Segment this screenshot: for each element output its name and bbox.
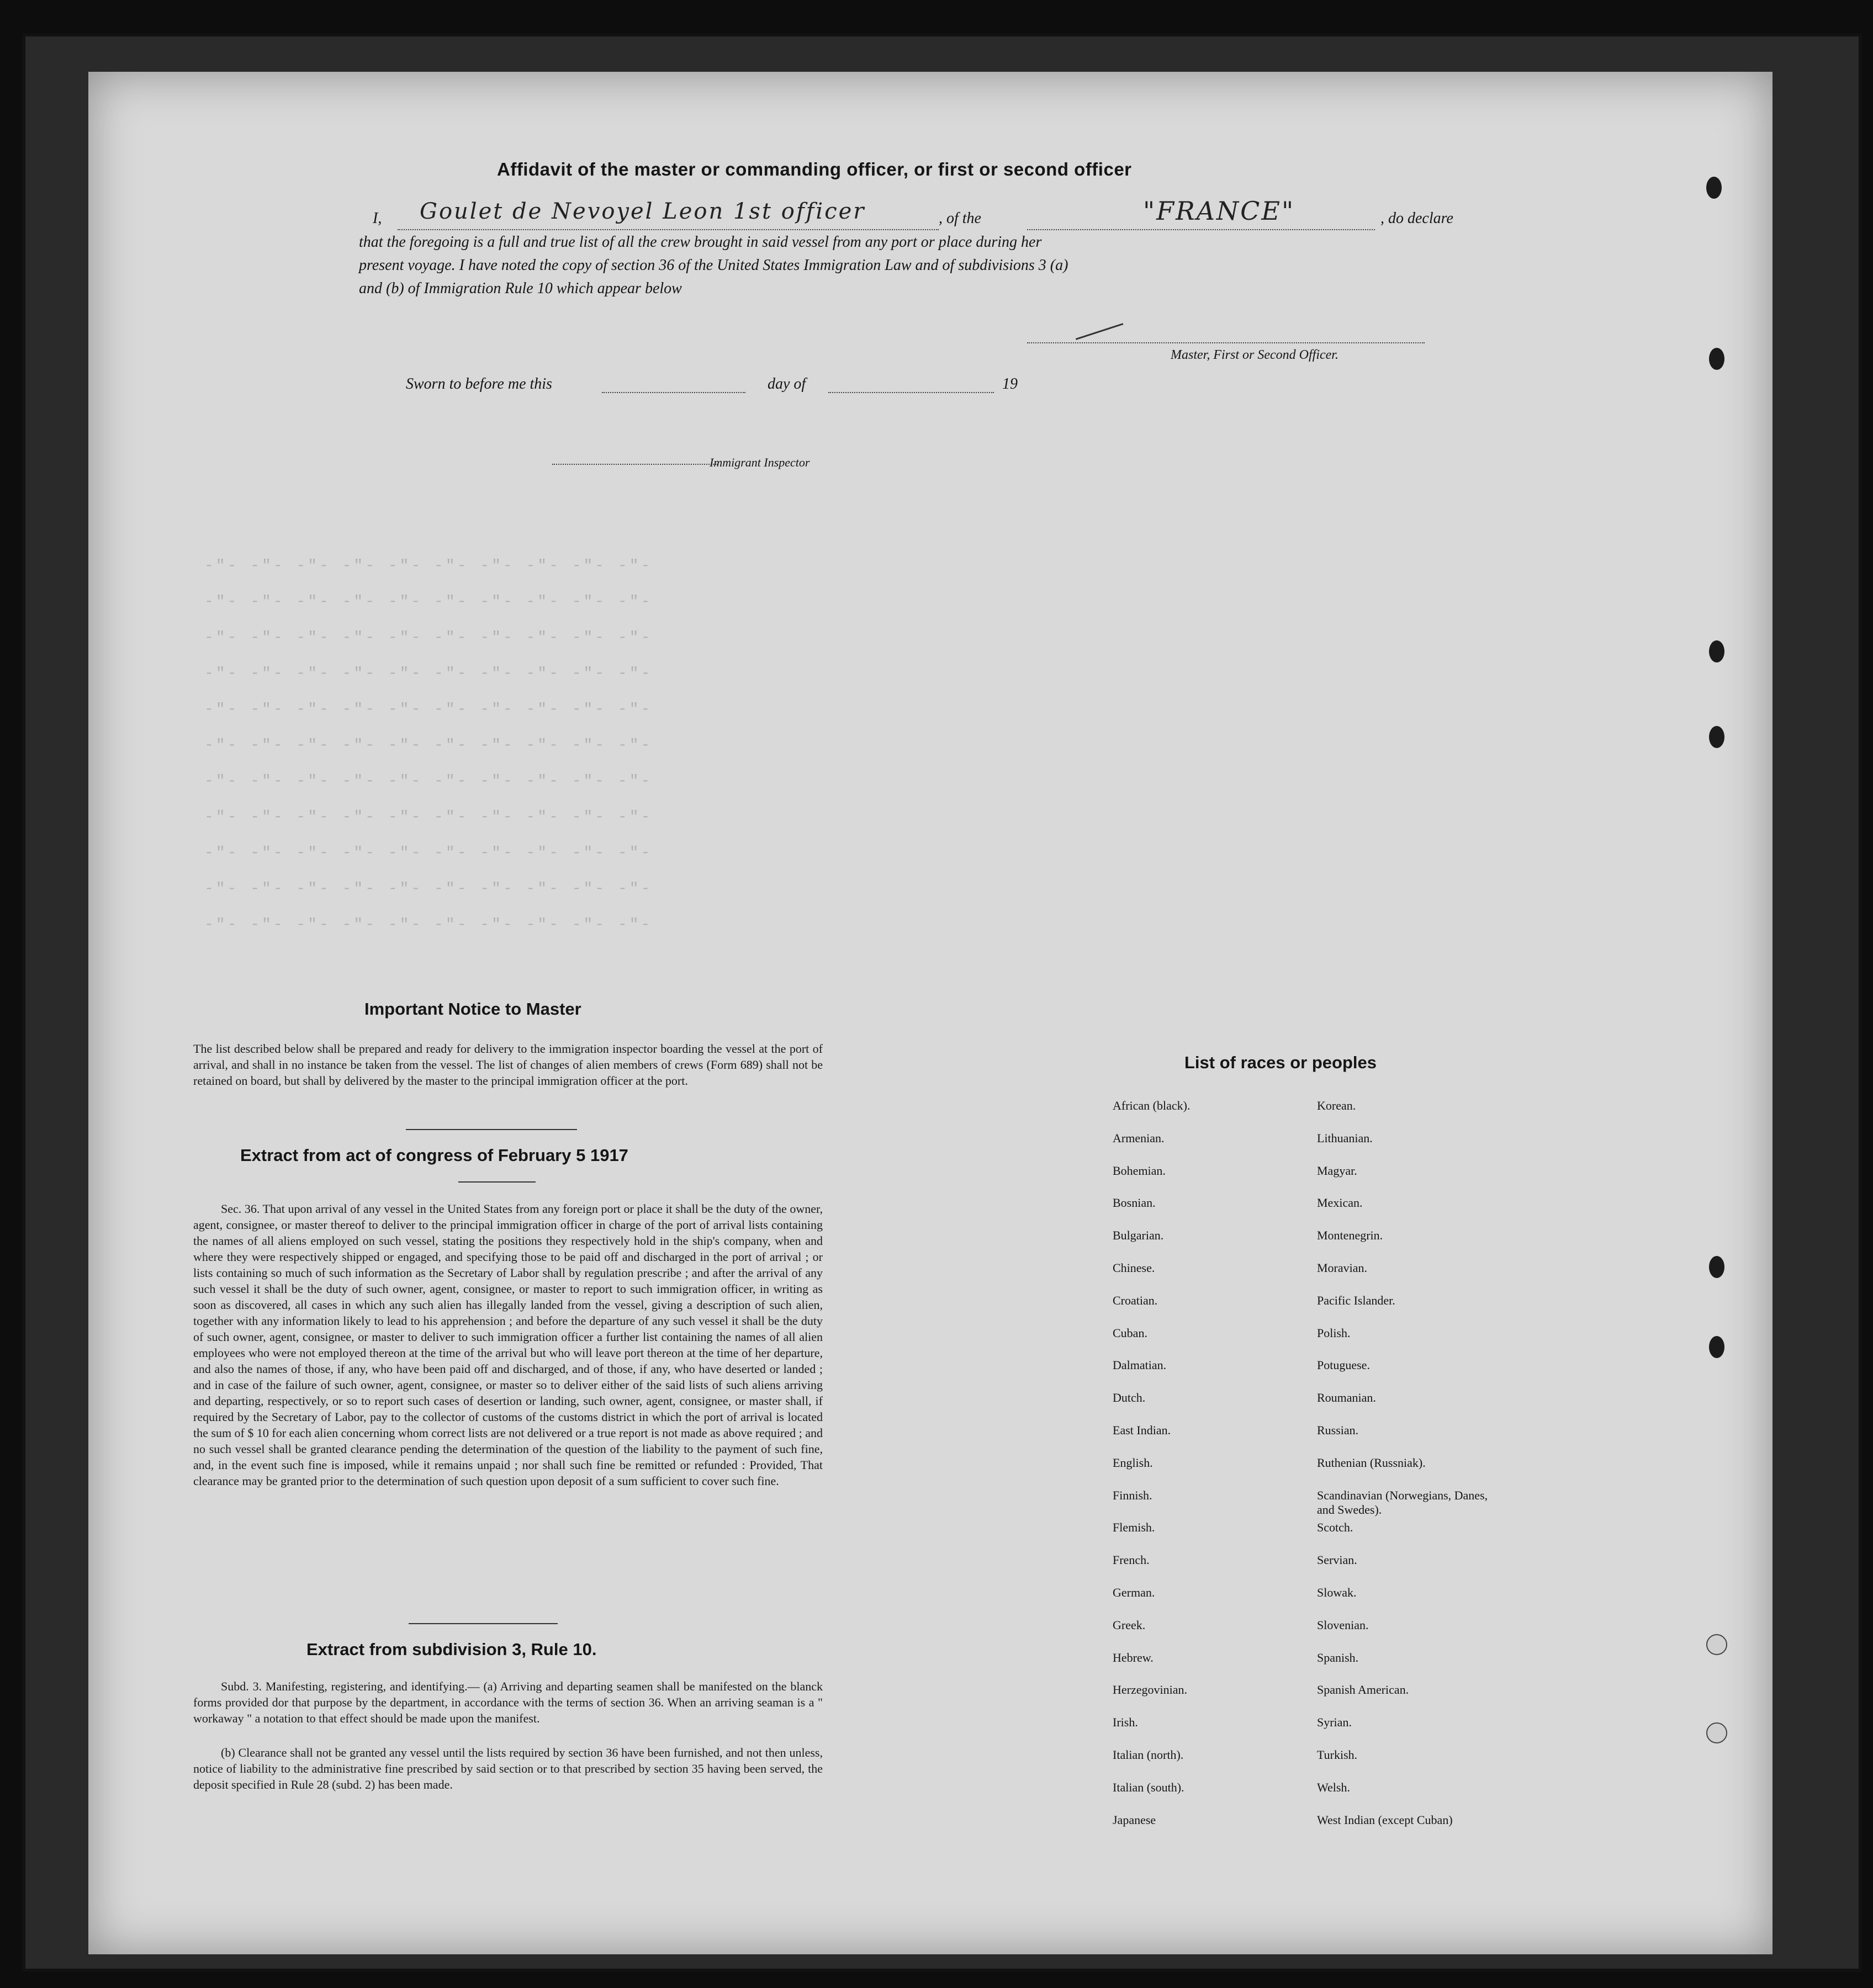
punch-ring xyxy=(1706,1722,1727,1743)
officer-name-handwritten: Goulet de Nevoyel Leon 1st officer xyxy=(420,199,866,224)
rule-text-a: Subd. 3. Manifesting, registering, and identifying.— (a) Arriving and departing seamen shall be manifested on the blanck forms provided dor that purpose by the department, in accordance with the terms of section 36. When an arriving seaman is a " workaway " a notation to that effect should be made upon the manifest. xyxy=(193,1679,823,1725)
race-item: Potuguese. xyxy=(1317,1358,1370,1372)
race-item: Ruthenian (Russniak). xyxy=(1317,1455,1426,1470)
manifest-page: ‑"‑ ‑"‑ ‑"‑ ‑"‑ ‑"‑ ‑"‑ ‑"‑ ‑"‑ ‑"‑ ‑"‑ ‑"‑ ‑"‑ ‑"‑ ‑"‑ ‑"‑ ‑"‑ ‑"‑ ‑"‑ ‑"‑ ‑"‑ ‑"‑ ‑"‑ ‑"‑ ‑"‑ ‑"‑ ‑"‑ ‑"‑ ‑"‑ ‑"‑ ‑"‑ ‑"‑ ‑"‑ ‑"‑ ‑"‑ ‑"‑ ‑"‑ ‑"‑ ‑"‑ ‑"‑ ‑"‑ ‑"‑ ‑"‑ ‑"‑ ‑"‑ ‑"‑ ‑"‑ ‑"‑ ‑"‑ ‑"‑ ‑"‑ ‑"‑ ‑"‑ ‑"‑ ‑"‑ ‑"‑ ‑"‑ ‑"‑ ‑"‑ ‑"‑ ‑"‑ ‑"‑ ‑"‑ ‑"‑ ‑"‑ ‑"‑ ‑"‑ ‑"‑ ‑"‑ ‑"‑ ‑"‑ ‑"‑ ‑"‑ ‑"‑ ‑"‑ ‑"‑ ‑"‑ ‑"‑ ‑"‑ ‑"‑ ‑"‑ ‑"‑ ‑"‑ ‑"‑ ‑"‑ ‑"‑ ‑"‑ ‑"‑ ‑"‑ ‑"‑ ‑"‑ ‑"‑ ‑"‑ ‑"‑ ‑"‑ ‑"‑ ‑"‑ ‑"‑ ‑"‑ ‑"‑ ‑"‑ ‑"‑ ‑"‑ ‑"‑ ‑"‑ ‑"‑ ‑"‑ ‑"‑ ‑"‑ ‑"‑ ‑"‑ Affidavit of the master or commanding officer, or first or second officer I, Goulet de Nevoyel Leon 1st officer , of the "FRANCE" , do declare that the foregoing is a full and true list of all the crew brought in said vessel from any port or place during her present voyage. I have noted the copy of section 36 of the United States Immigration Law and of subdivisions 3 (a) and (b) of Immigration Rule 10 which appear below Master, First or Second Officer. Sworn to before me this day of 19 Immigrant Inspector Important Notice to Master The list described below shall be prepared and ready for delivery to the immigration inspector boarding the vessel at the port of arrival, and shall in no instance be taken from the vessel. The list of changes of alien members of crews (Form 689) shall not be retained on board, but shall by delivered by the master to the principal immigration officer at the port. Extract from act of congress of February 5 1917 Sec. 36. That upon arrival of any vessel in the United States from any foreign port or place it shall be the duty of the owner, agent, consignee, or master thereof to deliver to the principal immigration officer in charge of the port of arrival lists containing the names of all aliens employed on such vessel, stating the positions they respectively hold in the ship's company, when and where they were respectively shipped or engaged, and specifying those to be paid off and discharged in the port of arrival ; or lists containing so much of such information as the Secretary of Labor shall by regulation prescribe ; and after the arrival of any such vessel it shall be the duty of such owner, agent, consignee, or master to report to such immigration officer, in writing as soon as discovered, all cases in which any such alien has illegally landed from the vessel, giving a description of such alien, together with any information likely to lead to his apprehension ; and before the departure of any such vessel it shall be the duty of such owner, agent, consignee, or master to deliver to such immigration officer a further list containing the names of all alien employees who were not employed thereon at the time of the arrival but who will leave port thereon at the time of her departure, and also the names of those, if any, who have been paid off and discharged, and of those, if any, who have deserted or landed ; and in case of the failure of such owner, agent, consignee, or master so to deliver either of the said lists of such aliens arriving and departing, respectively, or so to report such cases of desertion or landing, such owner, agent, consignee, or master shall, if required by the Secretary of Labor, pay to the collector of customs of the customs district in which the port of arrival is located the sum of $ 10 for each alien concerning whom correct lists are not delivered or a true report is not made as above required ; and no such vessel shall be granted clearance pending the determination of the question of the liability to the payment of such fine, and, in the event such fine is imposed, while it remains unpaid ; nor shall such fine be remitted or refunded : Provided, That clearance may be granted prior to the determination of such question upon deposit of a sum sufficient to cover such fine. Extract from subdivision 3, Rule 10. Subd. 3. Manifesting, registering, and identifying.— (a) Arriving and departing seamen shall be manifested on the blanck forms provided dor that purpose by the department, in accordance with the terms of section 36. When an arriving seaman is a " workaway " a notation to that effect should be made upon the manifest. (b) Clearance shall not be granted any vessel until the lists required by section 36 have been furnished, and not then unless, notice of liability to the administrative fine prescribed by said section or to that prescribed by section 35 having been served, the deposit specified in Rule 28 (subd. 2) has been made. List of races or peoples African (black). Armenian. Bohemian. Bosnian. Bulgarian. Chinese. Croatian. Cuban. Dalmatian. Dutch. East Indian. English. Finnish. Flemish. French. German. Greek. Hebrew. Herzegovinian. Irish. Italian (north). Italian (south). Japanese Korean. Lithuanian. Magyar. Mexican. Montenegrin. Moravian. Pacific Islander. Polish. Potuguese. Roumanian. Russian. Ruthenian (Russniak). Scandinavian (Norwegians, Danes, and Swedes). Scotch. Servian. Slowak. Slovenian. Spanish. Spanish American. Syrian. Turkish. Welsh. West Indian (except Cuban) xyxy=(88,72,1773,1954)
notice-rule xyxy=(406,1129,577,1130)
signature-label: Master, First or Second Officer. xyxy=(1171,348,1338,362)
race-item: Hebrew. xyxy=(1113,1650,1154,1664)
race-item: Spanish American. xyxy=(1317,1683,1409,1697)
affidavit-line-4: and (b) of Immigration Rule 10 which appear below xyxy=(359,280,682,297)
race-item: Korean. xyxy=(1317,1099,1356,1112)
race-item: Welsh. xyxy=(1317,1780,1350,1794)
race-item: Japanese xyxy=(1113,1812,1156,1827)
race-item: Lithuanian. xyxy=(1317,1131,1373,1145)
affidavit-title: Affidavit of the master or commanding officer, or first or second officer xyxy=(497,159,1132,179)
race-item: Servian. xyxy=(1317,1553,1357,1567)
race-item: Dalmatian. xyxy=(1113,1358,1167,1372)
race-item: East Indian. xyxy=(1113,1423,1171,1437)
inspector-line xyxy=(552,464,718,465)
punch-hole xyxy=(1709,348,1724,370)
race-item: Croatian. xyxy=(1113,1293,1158,1307)
punch-ring xyxy=(1706,1634,1727,1655)
race-item: Roumanian. xyxy=(1317,1391,1376,1405)
race-item: West Indian (except Cuban) xyxy=(1317,1812,1453,1827)
race-item: Italian (north). xyxy=(1113,1747,1184,1762)
race-item: Scotch. xyxy=(1317,1520,1353,1535)
race-item: English. xyxy=(1113,1455,1153,1470)
races-title: List of races or peoples xyxy=(1184,1053,1377,1072)
rule-text-b: (b) Clearance shall not be granted any vessel until the lists required by section 36 have been furnished, and not then unless, notice of liability to the administrative fine prescribed by said section or to that prescribed by section 35 having been served, the deposit specified in Rule 28 (subd. 2) has been made. xyxy=(193,1746,823,1791)
affidavit-declare: , do declare xyxy=(1380,210,1453,227)
sworn-year: 19 xyxy=(1002,375,1018,393)
sworn-day-line xyxy=(602,392,745,393)
race-item: French. xyxy=(1113,1553,1150,1567)
race-item: Flemish. xyxy=(1113,1520,1155,1535)
vessel-name-handwritten: "FRANCE" xyxy=(1143,196,1295,226)
affidavit-of-the: , of the xyxy=(939,210,981,227)
race-item: Turkish. xyxy=(1317,1747,1358,1762)
sworn-prefix: Sworn to before me this xyxy=(406,375,552,393)
act-title: Extract from act of congress of February 5 1917 xyxy=(240,1146,628,1165)
races-column-2 xyxy=(1317,1099,1494,1845)
affidavit-i-label: I, xyxy=(373,210,382,227)
race-item: Spanish. xyxy=(1317,1650,1359,1664)
race-item: Herzegovinian. xyxy=(1113,1683,1187,1697)
race-item: German. xyxy=(1113,1585,1155,1599)
race-item: Finnish. xyxy=(1113,1488,1152,1502)
sworn-month-line xyxy=(828,392,994,393)
race-item: Mexican. xyxy=(1317,1196,1363,1210)
notice-title: Important Notice to Master xyxy=(364,999,581,1019)
race-item: Armenian. xyxy=(1113,1131,1165,1145)
race-item: Irish. xyxy=(1113,1715,1138,1730)
race-item: Italian (south). xyxy=(1113,1780,1184,1794)
race-item: Chinese. xyxy=(1113,1260,1155,1275)
inspector-label: Immigrant Inspector xyxy=(710,455,810,469)
race-item: Greek. xyxy=(1113,1618,1146,1632)
punch-hole xyxy=(1706,177,1722,199)
races-column-1 xyxy=(1113,1099,1190,1845)
punch-hole xyxy=(1709,1336,1724,1358)
act-rule xyxy=(458,1181,536,1183)
vessel-name-line xyxy=(1027,229,1375,230)
punch-hole xyxy=(1709,640,1724,662)
signature-scribble xyxy=(1069,302,1124,340)
race-item: Bohemian. xyxy=(1113,1163,1166,1178)
race-item: Moravian. xyxy=(1317,1260,1368,1275)
race-item: Russian. xyxy=(1317,1423,1359,1437)
race-item: Slowak. xyxy=(1317,1585,1357,1599)
race-item: Slovenian. xyxy=(1317,1618,1369,1632)
race-item: Montenegrin. xyxy=(1317,1228,1383,1243)
race-item: Cuban. xyxy=(1113,1326,1147,1340)
notice-text: The list described below shall be prepared and ready for delivery to the immigration inspector boarding the vessel at the port of arrival, and shall in no instance be taken from the vessel. The list of changes of alien members of crews (Form 689) shall not be retained on board, but shall by delivered by the master to the principal immigration officer at the port. xyxy=(193,1042,823,1088)
punch-hole xyxy=(1709,1256,1724,1278)
race-item: Scandinavian (Norwegians, Danes, and Swedes). xyxy=(1317,1488,1488,1517)
officer-name-line xyxy=(398,229,939,230)
affidavit-line-3: present voyage. I have noted the copy of section 36 of the United States Immigration Law and of subdivisions 3 (a) xyxy=(359,257,1068,274)
race-item: Syrian. xyxy=(1317,1715,1352,1730)
race-item: Dutch. xyxy=(1113,1391,1146,1405)
punch-hole xyxy=(1709,726,1724,748)
race-item: Magyar. xyxy=(1317,1163,1357,1178)
rule-rule xyxy=(409,1623,558,1624)
affidavit-line-2: that the foregoing is a full and true list of all the crew brought in said vessel from any port or place during her xyxy=(359,234,1042,251)
race-item: Bosnian. xyxy=(1113,1196,1156,1210)
sworn-day-of: day of xyxy=(768,375,806,393)
race-item: Bulgarian. xyxy=(1113,1228,1164,1243)
race-item: African (black). xyxy=(1113,1099,1191,1112)
race-item: Polish. xyxy=(1317,1326,1351,1340)
race-item: Pacific Islander. xyxy=(1317,1293,1395,1307)
act-text: Sec. 36. That upon arrival of any vessel in the United States from any foreign port or place it shall be the duty of the owner, agent, consignee, or master thereof to deliver to the principal immigration officer in charge of the port of arrival lists containing the names of all aliens employed on such vessel, stating the positions they respectively hold in the ship's company, when and where they were respectively shipped or engaged, and specifying those to be paid off and discharged in the port of arrival ; or lists containing so much of such information as the Secretary of Labor shall by regulation prescribe ; and after the arrival of any such vessel it shall be the duty of such owner, agent, consignee, or master to report to such immigration officer, in writing as soon as discovered, all cases in which any such alien has illegally landed from the vessel, giving a description of such alien, together with any information likely to lead to his apprehension ; and before the departure of any such vessel it shall be the duty of such owner, agent, consignee, or master to deliver to such immigration officer a further list containing the names of all alien employees who were not employed thereon at the time of the arrival but who will leave port thereon at the time of her departure, and also the names of those, if any, who have been paid off and discharged, and of those, if any, who have deserted or landed ; and in case of the failure of such owner, agent, consignee, or master so to deliver either of the said lists of such aliens arriving and departing, respectively, or so to report such cases of desertion or landing, such owner, agent, consignee, or master shall, if required by the Secretary of Labor, pay to the collector of customs of the customs district in which the port of arrival is located the sum of $ 10 for each alien concerning whom correct lists are not delivered or a true report is not made as above required ; and no such vessel shall be granted clearance pending the determination of the question of the liability to the payment of such fine, and, in the event such fine is imposed, while it remains unpaid ; nor shall such fine be remitted or refunded : Provided, That clearance may be granted prior to the determination of such question upon deposit of a sum sufficient to cover such fine. xyxy=(193,1202,823,1488)
signature-line xyxy=(1027,342,1425,343)
rule-title: Extract from subdivision 3, Rule 10. xyxy=(306,1640,597,1659)
